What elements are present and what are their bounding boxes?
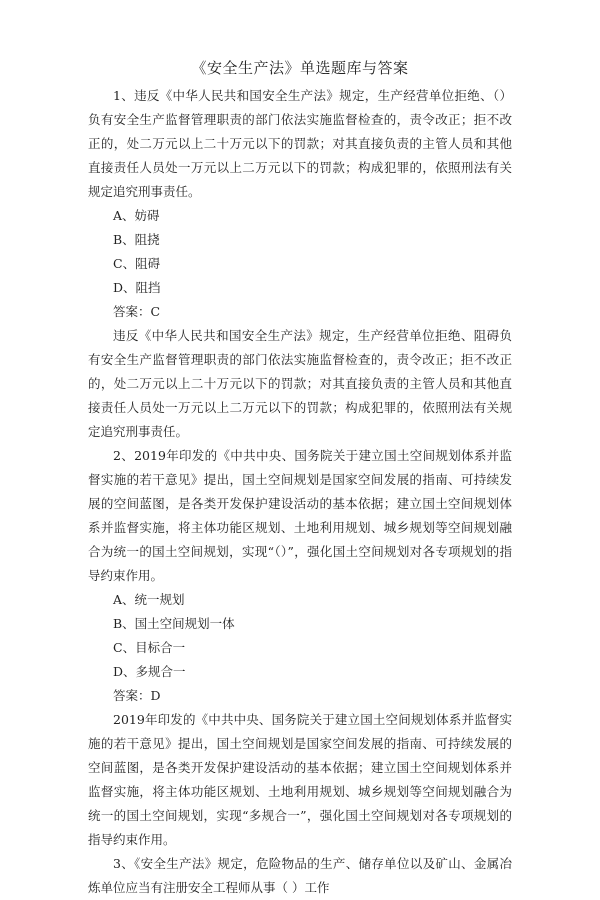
question-2-option-b: B、国土空间规划一体 — [113, 616, 235, 631]
question-2-option-d: D、多规合一 — [113, 664, 186, 679]
question-1-answer: 答案：C — [113, 304, 161, 319]
question-2-option-a: A、统一规划 — [113, 592, 185, 607]
question-3-text: 3、《安全生产法》规定，危险物品的生产、储存单位以及矿山、金属冶炼单位应当有注册安全工程师从事（ ）工作 — [88, 856, 512, 895]
question-block-1 — [88, 84, 512, 444]
question-2-option-c: C、目标合一 — [113, 640, 186, 655]
question-2-answer: 答案：D — [113, 688, 161, 703]
question-1-option-c: C、阻碍 — [113, 256, 161, 271]
question-1-text: 1、违反《中华人民共和国安全生产法》规定，生产经营单位拒绝、（）负有安全生产监督管理职责的部门依法实施监督检查的，责令改正；拒不改正的，处二万元以上二十万元以下的罚款；对其直接负责的主管人员和其他直接责任人员处一万元以上二万元以下的罚款；构成犯罪的，依照刑法有关规定追究刑事责任。 — [88, 88, 512, 199]
question-2-text: 2、2019年印发的《中共中央、国务院关于建立国土空间规划体系并监督实施的若干意见》提出，国土空间规划是国家空间发展的指南、可持续发展的空间蓝图，是各类开发保护建设活动的基本依据；建立国土空间规划体系并监督实施，将主体功能区规划、土地利用规划、城乡规划等空间规划融合为统一的国土空间规划，实现“（）”，强化国土空间规划对各专项规划的指导约束作用。 — [88, 448, 512, 583]
question-1-option-b: B、阻挠 — [113, 232, 160, 247]
question-block-3 — [88, 852, 512, 900]
question-1-explanation: 违反《中华人民共和国安全生产法》规定，生产经营单位拒绝、阻碍负有安全生产监督管理职责的部门依法实施监督检查的，责令改正；拒不改正的，处二万元以上二十万元以下的罚款；对其直接负责的主管人员和其他直接责任人员处一万元以上二万元以下的罚款；构成犯罪的，依照刑法有关规定追究刑事责任。 — [88, 328, 512, 439]
question-1-option-a: A、妨碍 — [113, 208, 160, 223]
question-block-2 — [88, 444, 512, 852]
question-2-explanation: 2019年印发的《中共中央、国务院关于建立国土空间规划体系并监督实施的若干意见》提出，国土空间规划是国家空间发展的指南、可持续发展的空间蓝图，是各类开发保护建设活动的基本依据；建立国土空间规划体系并监督实施，将主体功能区规划、土地利用规划、城乡规划等空间规划融合为统一的国土空间规划，实现“多规合一”，强化国土空间规划对各专项规划的指导约束作用。 — [88, 712, 512, 847]
document-title: 《安全生产法》单选题库与答案 — [191, 59, 409, 77]
question-1-option-d: D、阻挡 — [113, 280, 161, 295]
